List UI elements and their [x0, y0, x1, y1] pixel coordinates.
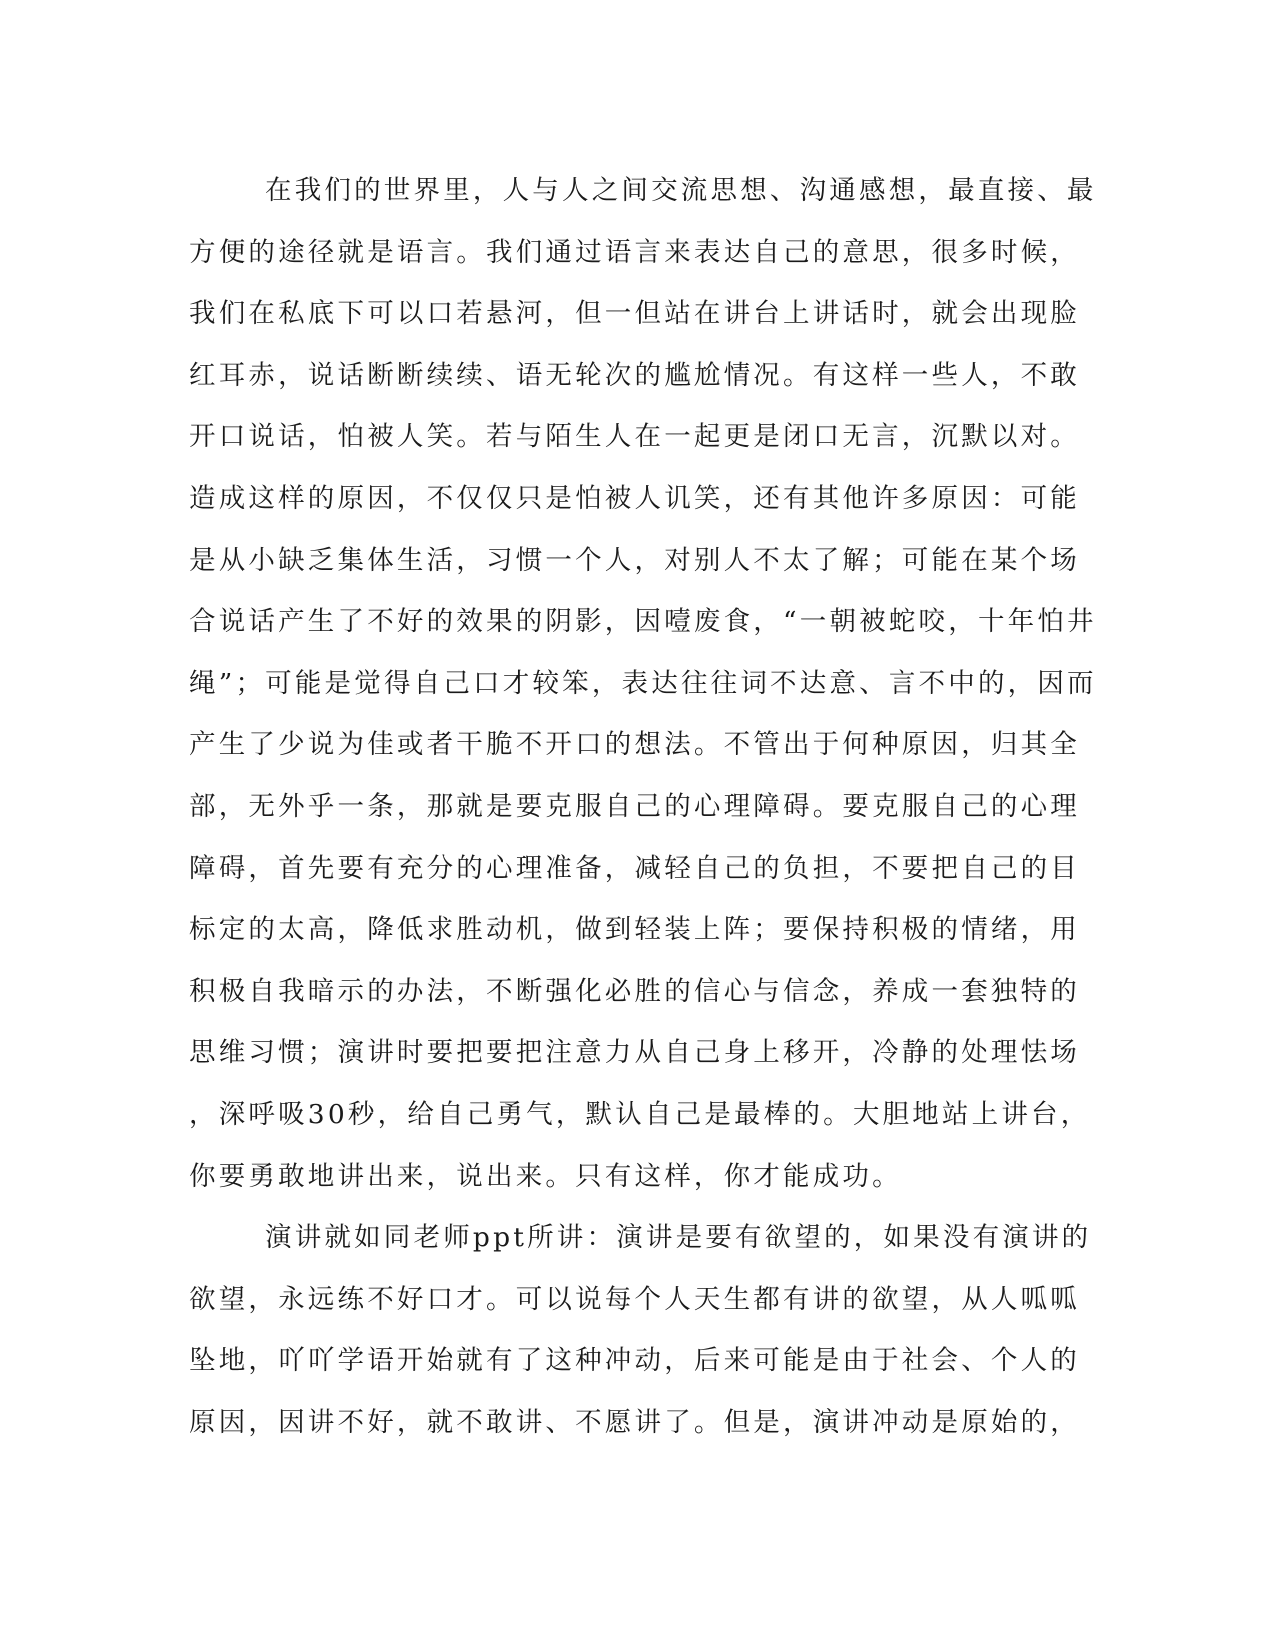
text-line: 坠地，吖吖学语开始就有了这种冲动，后来可能是由于社会、个人的 [189, 1345, 1080, 1377]
text-line: 造成这样的原因，不仅仅只是怕被人讥笑，还有其他许多原因：可能 [189, 482, 1080, 514]
text-line: ，深呼吸30秒，给自己勇气，默认自己是最棒的。大胆地站上讲台， [189, 1098, 1091, 1130]
text-line: 思维习惯；演讲时要把要把注意力从自己身上移开，冷静的处理怯场 [189, 1037, 1080, 1069]
text-line: 部，无外乎一条，那就是要克服自己的心理障碍。要克服自己的心理 [189, 790, 1080, 822]
text-line: 绳”；可能是觉得自己口才较笨，表达往往词不达意、言不中的，因而 [189, 667, 1097, 699]
text-line: 障碍，首先要有充分的心理准备，减轻自己的负担，不要把自己的目 [189, 852, 1080, 884]
text-line: 你要勇敢地讲出来，说出来。只有这样，你才能成功。 [189, 1160, 902, 1192]
text-line: 原因，因讲不好，就不敢讲、不愿讲了。但是，演讲冲动是原始的， [189, 1406, 1080, 1438]
text-line: 在我们的世界里，人与人之间交流思想、沟通感想，最直接、最 [265, 175, 1097, 206]
text-line: 是从小缺乏集体生活，习惯一个人，对别人不太了解；可能在某个场 [189, 544, 1080, 576]
text-line: 开口说话，怕被人笑。若与陌生人在一起更是闭口无言，沉默以对。 [189, 421, 1080, 453]
text-line: 产生了少说为佳或者干脆不开口的想法。不管出于何种原因，归其全 [189, 729, 1080, 761]
text-line: 我们在私底下可以口若悬河，但一但站在讲台上讲话时，就会出现脸 [189, 298, 1080, 330]
text-line: 标定的太高，降低求胜动机，做到轻装上阵；要保持积极的情绪，用 [189, 914, 1080, 946]
text-line: 红耳赤，说话断断续续、语无轮次的尴尬情况。有这样一些人，不敢 [189, 359, 1080, 391]
text-line: 合说话产生了不好的效果的阴影，因噎废食，“一朝被蛇咬，十年怕井 [189, 606, 1097, 638]
body-text [189, 160, 1097, 1453]
text-line: 方便的途径就是语言。我们通过语言来表达自己的意思，很多时候， [189, 236, 1080, 268]
text-line: 演讲就如同老师ppt所讲：演讲是要有欲望的，如果没有演讲的 [265, 1222, 1092, 1254]
text-line: 积极自我暗示的办法，不断强化必胜的信心与信念，养成一套独特的 [189, 975, 1080, 1007]
text-line: 欲望，永远练不好口才。可以说每个人天生都有讲的欲望，从人呱呱 [189, 1283, 1080, 1315]
